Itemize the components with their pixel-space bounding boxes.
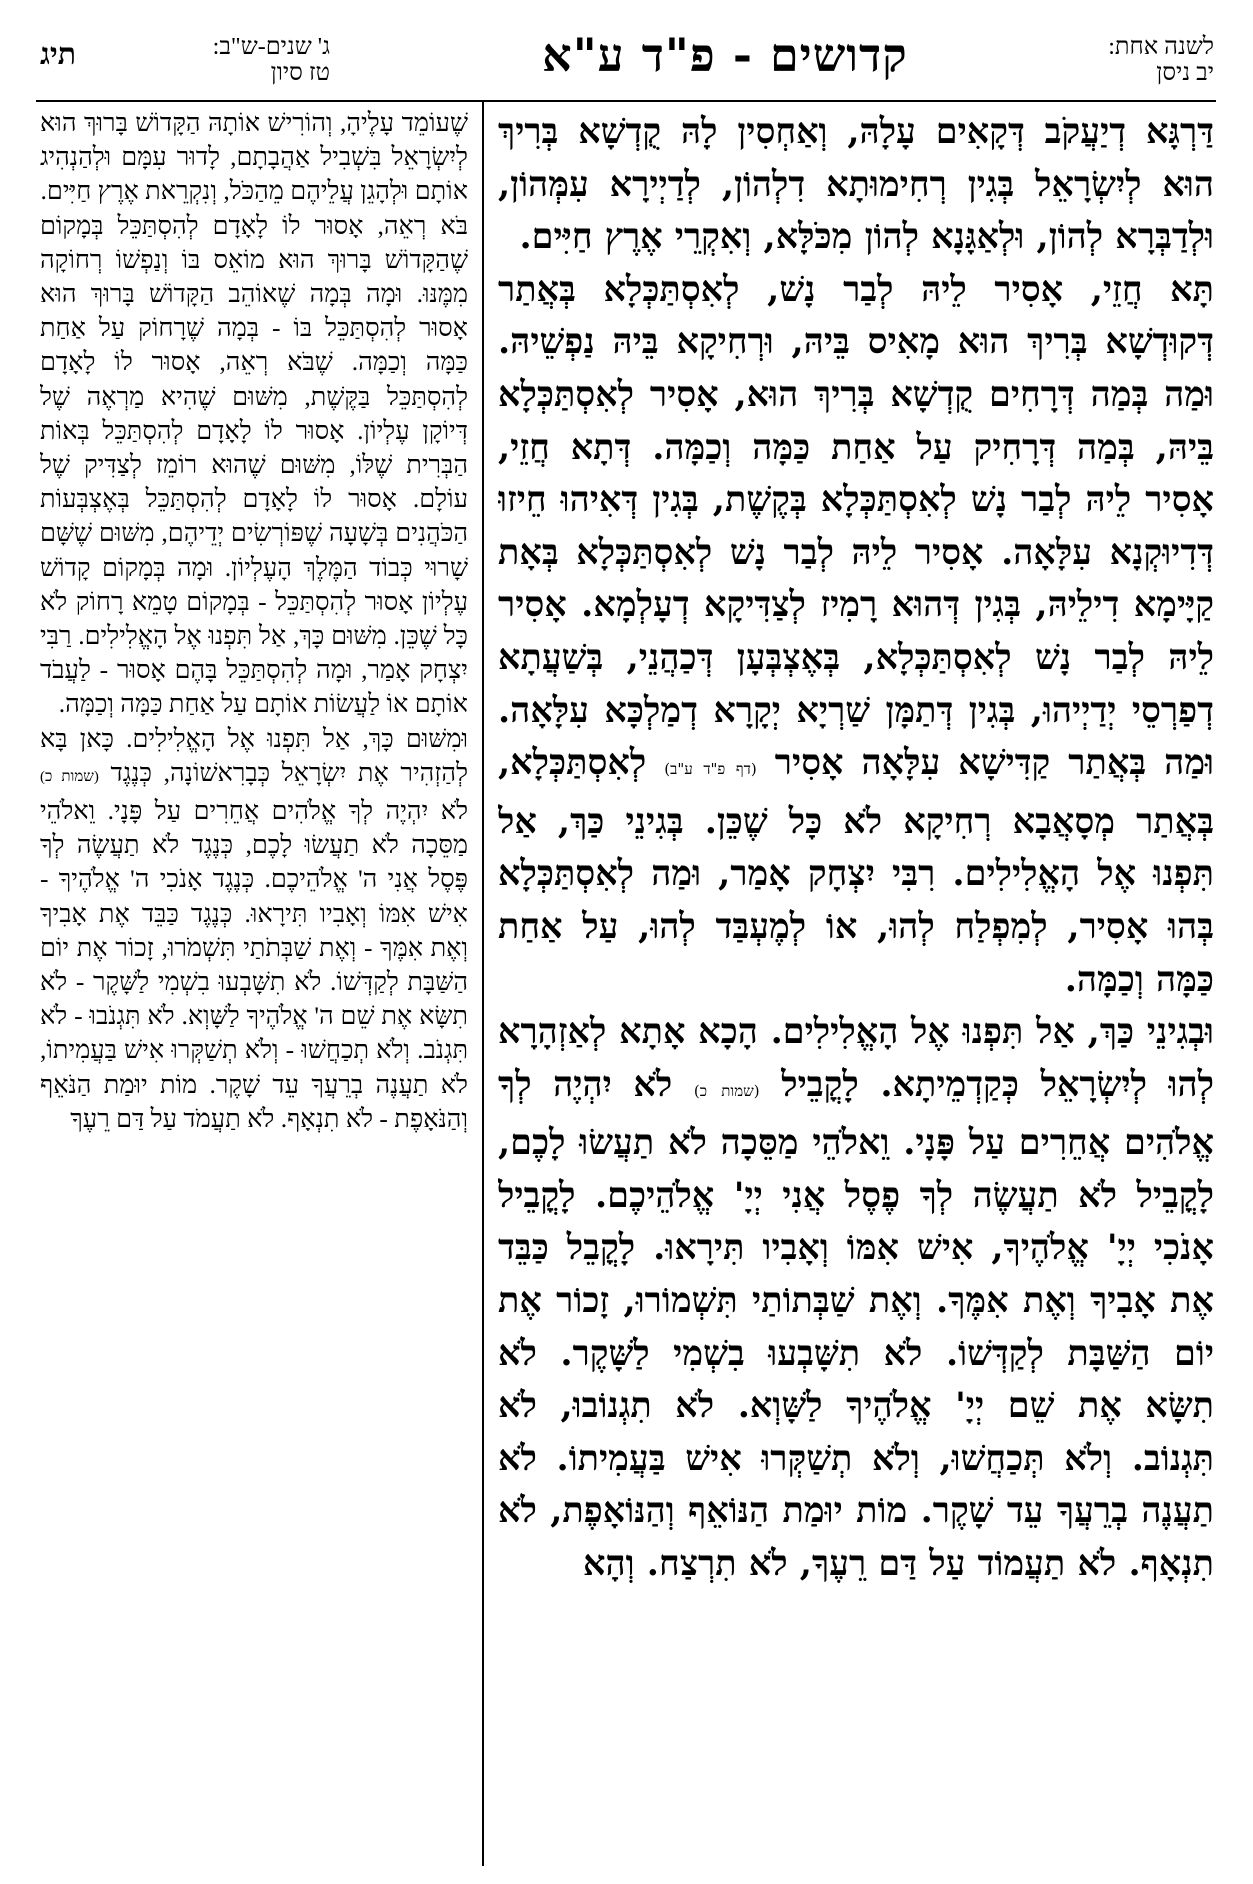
side-paragraph-3-text: וּמִשּׁוּם כָּךְ, אַל תִּפְנוּ אֶל הָאֱלִילִים. כָּאן בָּא לְהַזְהִיר אֶת יִשְׂרָאֵל כְּבָרִאשׁוֹנָה, כְּנֶגֶד bbox=[40, 723, 468, 787]
side-paragraph-2: בֹּא רְאֵה, אָסוּר לוֹ לָאָדָם לְהִסְתַּכֵּל בְּמָקוֹם שֶׁהַקָּדוֹשׁ בָּרוּךְ הוּא מוֹאֵס בּוֹ וְנַפְשׁוֹ רְחוֹקָה מִמֶּנּוּ. וּמָה בְּמָה שֶׁאוֹהֵב הַקָּדוֹשׁ בָּרוּךְ הוּא אָסוּר לְהִסְתַּכֵּל בּוֹ - בְּמָה שֶׁרָחוֹק עַל אַחַת כַּמָּה וְכַמָּה. שֶׁבֹּא רְאֵה, אָסוּר לוֹ לָאָדָם לְהִסְתַּכֵּל בַּקֶּשֶׁת, מִשּׁוּם שֶׁהִיא מַרְאֶה שֶׁל דְּיוֹקָן עֶלְיוֹן. אָסוּר לוֹ לָאָדָם לְהִסְתַּכֵּל בְּאוֹת הַבְּרִית שֶׁלּוֹ, מִשּׁוּם שֶׁהוּא רוֹמֵז לְצַדִּיק שֶׁל עוֹלָם. אָסוּר לוֹ לָאָדָם לְהִסְתַּכֵּל בְּאֶצְבְּעוֹת הַכֹּהֲנִים בְּשָׁעָה שֶׁפּוֹרְשִׂים יְדֵיהֶם, מִשּׁוּם שֶׁשָּׁם שָׁרוּי כְּבוֹד הַמֶּלֶךְ הָעֶלְיוֹן. וּמָה בְּמָקוֹם קָדוֹשׁ עֶלְיוֹן אָסוּר לְהִסְתַּכֵּל - בְּמָקוֹם טָמֵא רָחוֹק לֹא כָּל שֶׁכֵּן. מִשּׁוּם כָּךְ, אַל תִּפְנוּ אֶל הָאֱלִילִים. רַבִּי יִצְחָק אָמַר, וּמָה לְהִסְתַּכֵּל בָּהֶם אָסוּר - לַעֲבֹד אוֹתָם אוֹ לַעֲשׂוֹת אוֹתָם עַל אַחַת כַּמָּה וְכַמָּה. bbox=[40, 210, 468, 719]
side-shemot-citation: (שמות כ) bbox=[40, 768, 99, 785]
side-paragraph-3 bbox=[40, 722, 468, 1136]
left-header-label bbox=[130, 34, 330, 86]
daf-citation: (דף פ"ד ע"ב) bbox=[664, 760, 757, 779]
main-paragraph-3 bbox=[498, 1006, 1214, 1591]
main-paragraph-2-text: תָּא חֲזֵי, אָסִיר לֵיהּ לְבַר נָשׁ, לְאִסְתַּכְּלָא בְּאֲתַר דְּקוּדְשָׁא בְּרִיךְ הוּא מָאִיס בֵּיהּ, וּרְחִיקָא בֵּיהּ נַפְשֵׁיהּ. וּמַה בְּמַה דְּרָחִים קֻדְשָׁא בְּרִיךְ הוּא, אָסִיר לְאִסְתַּכְּלָא בֵּיהּ, בְּמַה דְּרָחִיק עַל אַחַת כַּמָּה וְכַמָּה. דְּתָא חֲזֵי, אָסִיר לֵיהּ לְבַר נָשׁ לְאִסְתַּכְּלָא בְּקֶשֶׁת, בְּגִין דְּאִיהוּ חֵיזוּ דְּדִיוּקְנָא עִלָּאָה. אָסִיר לֵיהּ לְבַר נָשׁ לְאִסְתַּכְּלָא בְּאָת קַיָּימָא דִילֵיהּ, בְּגִין דְּהוּא רָמִיז לְצַדִּיקָא דְעָלְמָא. אָסִיר לֵיהּ לְבַר נָשׁ לְאִסְתַּכְּלָא, בְּאֶצְבְּעָן דְּכַהֲנֵי, בְּשַׁעֲתָא דְפַרְסֵי יְדַיְיהוּ, בְּגִין דְּתַמָּן שַׁרְיָא יְקָרָא דְמַלְכָּא עִלָּאָה. וּמַה בְּאֲתַר קַדִּישָׁא עִלָּאָה אָסִיר bbox=[498, 268, 1214, 784]
right-header-label-bottom: יב ניסן bbox=[1156, 60, 1214, 86]
aramaic-main-column bbox=[498, 106, 1214, 1871]
main-paragraph-3-text: וּבְגִינֵי כַּךְ, אַל תִּפְנוּ אֶל הָאֱלִילִים. הָכָא אָתָא לְאַזְהָרָא לְהוּ לְיִשְׂרָאֵל כְּקַדְמֵיתָא. לָקֳבֵיל bbox=[498, 1011, 1214, 1105]
main-paragraph-2-continued: לְאִסְתַּכְּלָא, בְּאֲתַר מְסָאֲבָא רְחִיקָא לֹא כָּל שֶׁכֵּן. בְּגִינֵי כַּךְ, אַל תִּפְנוּ אֶל הָאֱלִילִים. רִבִּי יִצְחָק אָמַר, וּמַה לְאִסְתַּכְּלָא בְּהוּ אָסִיר, לְמִפְלַח לְהוּ, אוֹ לְמֶעְבַּד לְהוּ, עַל אַחַת כַּמָּה וְכַמָּה. bbox=[498, 742, 1214, 1000]
shemot-citation: (שמות כ) bbox=[693, 1081, 760, 1100]
page-number: תיג bbox=[40, 38, 77, 71]
side-paragraph-1: שֶׁעוֹמֵד עָלֶיהָ, וְהוֹרִישׁ אוֹתָהּ הַקָּדוֹשׁ בָּרוּךְ הוּא לְיִשְׂרָאֵל בִּשְׁבִיל אַהֲבָתָם, לָדוּר עִמָּם וּלְהַנְהִיג אוֹתָם וּלְהָגֵן עֲלֵיהֶם מֵהַכֹּל, וְנִקְרֵאת אֶרֶץ חַיִּים. bbox=[40, 108, 468, 206]
right-header-label bbox=[1010, 34, 1214, 86]
left-header-label-top: ג' שנים-ש"ב: bbox=[212, 34, 330, 60]
column-divider bbox=[482, 101, 484, 1866]
main-paragraph-3-continued: לֹא יִהְיֶה לְךָ אֱלֹהִים אֲחֵרִים עַל פָּנָי. וֵאלֹהֵי מַסֵּכָה לֹא תַעֲשׂוּ לָכֶם, לָקֳבֵיל לֹא תַעֲשֶׂה לְךָ פֶסֶל אֲנִי יְיָ' אֱלֹהֵיכֶם. לָקֳבֵיל אָנֹכִי יְיָ' אֱלֹהֶיךָ, אִישׁ אִמּוֹ וְאָבִיו תִּירָאוּ. לָקֳבֵל כַּבֵּד אֶת אָבִיךָ וְאֶת אִמֶּךָ. וְאֶת שַׁבְּתוֹתַי תִּשְׁמוֹרוּ, זָכוֹר אֶת יוֹם הַשַּׁבָּת לְקַדְּשׁוֹ. לֹא תִשָּׁבְעוּ בִשְׁמִי לַשָּׁקֶר. לֹא תִשָּׂא אֶת שֵׁם יְיָ' אֱלֹהֶיךָ לַשָּׁוְא. לֹא תִגְנוֹבוּ, לֹא תִּגְנוֹב. וְלֹא תְּכַחֲשׁוּ, וְלֹא תְשַׁקְּרוּ אִישׁ בַּעֲמִיתוֹ. לֹא תַעֲנֶה בְרֵעֲךָ עֵד שָׁקֶר. מוֹת יוּמַת הַנּוֹאֵף וְהַנּוֹאָפֶת, לֹא תִנְאָף. לֹא תַעֲמוֹד עַל דַּם רֵעֶךָ, לֹא תִרְצַח. וְהָא bbox=[498, 1063, 1214, 1585]
hebrew-translation-column bbox=[40, 106, 468, 1871]
left-header-label-bottom: טז סיון bbox=[270, 60, 330, 86]
main-paragraph-2 bbox=[498, 264, 1214, 1006]
header-divider bbox=[36, 100, 1216, 102]
page-title: קדושים - פ"ד ע"א bbox=[542, 28, 908, 82]
right-header-label-top: לשנה אחת: bbox=[1108, 34, 1214, 60]
main-paragraph-1: דַּרְגָּא דְיַעֲקֹב דְּקָאִים עָלָהּ, וְאַחְסִין לָהּ קֻדְשָׁא בְּרִיךְ הוּא לְיִשְׂרָאֵל בְּגִין רְחִימוּתָא דִלְהוֹן, לְדַיְירָא עִמְּהוֹן, וּלְדַבְּרָא לְהוֹן, וּלְאַגָּנָא לְהוֹן מִכֹּלָּא, וְאִקְרֵי אֶרֶץ חַיִּים. bbox=[498, 111, 1214, 258]
side-paragraph-3-continued: לֹא יִהְיֶה לְךָ אֱלֹהִים אֲחֵרִים עַל פָּנָי. וֵאלֹהֵי מַסֵּכָה לֹא תַעֲשׂוּ לָכֶם, כְּנֶגֶד לֹא תַעֲשֶׂה לְךָ פֶּסֶל אֲנִי ה' אֱלֹהֵיכֶם. כְּנֶגֶד אָנֹכִי ה' אֱלֹהֶיךָ - אִישׁ אִמּוֹ וְאָבִיו תִּירָאוּ. כְּנֶגֶד כַּבֵּד אֶת אָבִיךָ וְאֶת אִמֶּךָ - וְאֶת שַׁבְּתֹתַי תִּשְׁמֹרוּ, זָכוֹר אֶת יוֹם הַשַּׁבָּת לְקַדְּשׁוֹ. לֹא תִשָּׁבְעוּ בִשְׁמִי לַשָּׁקֶר - לֹא תִשָּׂא אֶת שֵׁם ה' אֱלֹהֶיךָ לַשָּׁוְא. לֹא תִּגְנֹבוּ - לֹא תִּגְנֹב. וְלֹא תְכַחֲשׁוּ - וְלֹא תְשַׁקְּרוּ אִישׁ בַּעֲמִיתוֹ, לֹא תַעֲנֶה בְרֵעֲךָ עֵד שָׁקֶר. מוֹת יוּמַת הַנֹּאֵף וְהַנֹּאָפֶת - לֹא תִנְאָף. לֹא תַעֲמֹד עַל דַּם רֵעֶךָ bbox=[40, 796, 468, 1133]
